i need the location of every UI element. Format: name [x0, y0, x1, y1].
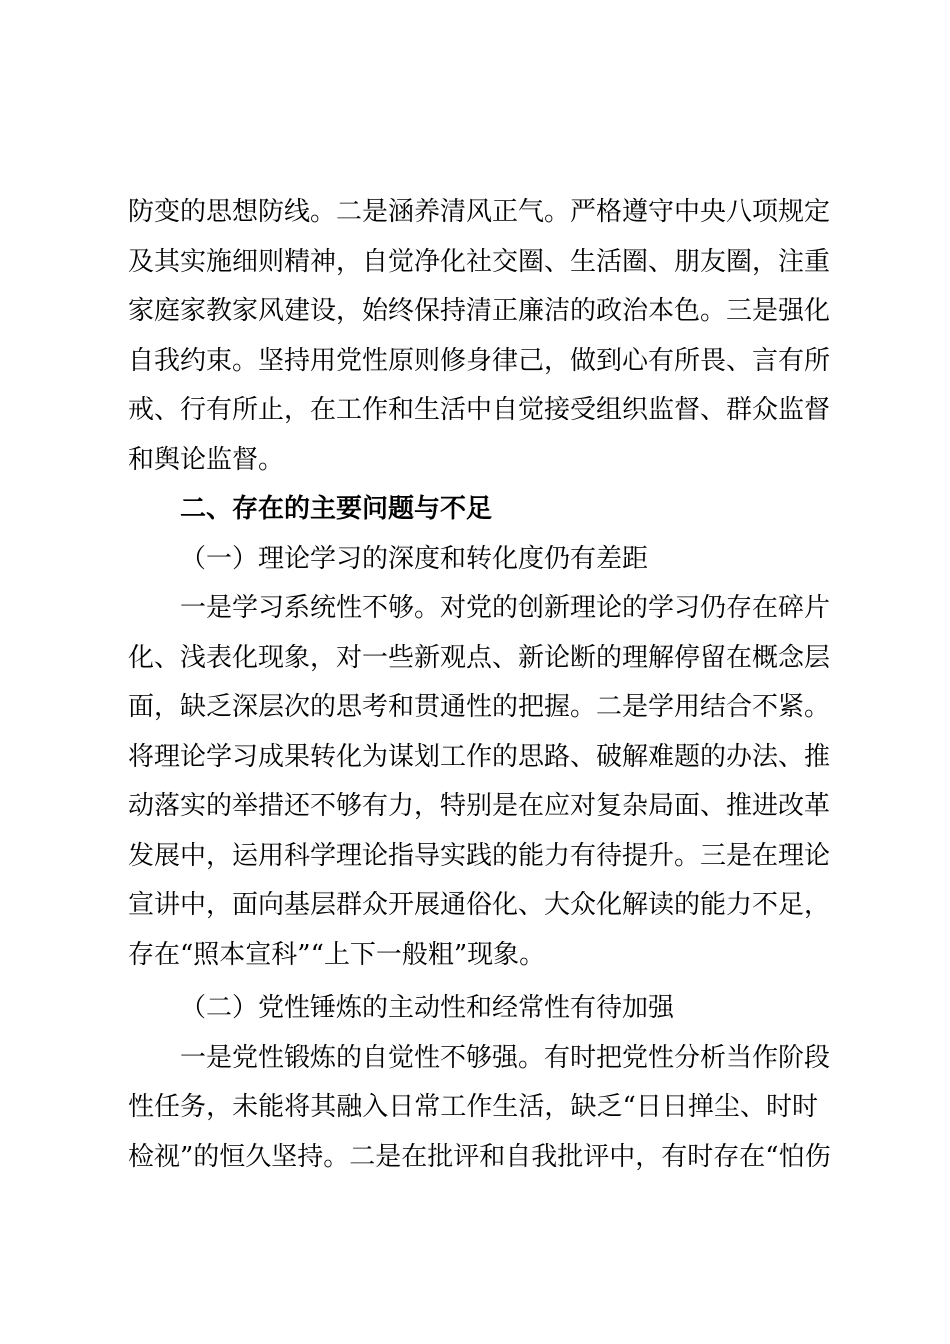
text-line: 戒、行有所止，在工作和生活中自觉接受组织监督、群众监督	[128, 395, 831, 425]
subsection-heading-party-spirit: （二）党性锤炼的主动性和经常性有待加强	[180, 993, 675, 1023]
text-line: 一是学习系统性不够。对党的创新理论的学习仍存在碎片	[180, 593, 831, 623]
text-line: 家庭家教家风建设，始终保持清正廉洁的政治本色。三是强化	[128, 296, 831, 326]
text-line: 检视”的恒久坚持。二是在批评和自我批评中，有时存在“怕伤	[128, 1141, 831, 1172]
text-line: 性任务，未能将其融入日常工作生活，缺乏“日日掸尘、时时	[128, 1092, 818, 1122]
text-line: 化、浅表化现象，对一些新观点、新论断的理解停留在概念层	[128, 642, 831, 673]
text-line: 防变的思想防线。二是涵养清风正气。严格遵守中央八项规定	[128, 197, 831, 227]
text-line: 及其实施细则精神，自觉净化社交圈、生活圈、朋友圈，注重	[128, 246, 831, 277]
text-line: 面，缺乏深层次的思考和贯通性的把握。二是学用结合不紧。	[128, 692, 831, 722]
text-line: 宣讲中，面向基层群众开展通俗化、大众化解读的能力不足，	[128, 890, 831, 920]
text-line: 和舆论监督。	[128, 444, 285, 475]
section-heading-problems: 二、存在的主要问题与不足	[180, 494, 493, 524]
text-line: 动落实的举措还不够有力，特别是在应对复杂局面、推进改革	[128, 791, 831, 821]
paragraph-party-spirit	[128, 1034, 831, 1183]
subsection-heading-theory: （一）理论学习的深度和转化度仍有差距	[180, 543, 649, 574]
paragraph-theory	[128, 584, 831, 980]
text-line: 一是党性锻炼的自觉性不够强。有时把党性分析当作阶段	[180, 1042, 831, 1073]
paragraph-integrity	[128, 188, 831, 485]
document-body	[128, 188, 831, 1182]
text-line: 存在“照本宣科”“上下一般粗”现象。	[128, 939, 546, 970]
text-line: 自我约束。坚持用党性原则修身律己，做到心有所畏、言有所	[128, 345, 831, 376]
text-line: 发展中，运用科学理论指导实践的能力有待提升。三是在理论	[128, 840, 831, 871]
text-line: 将理论学习成果转化为谋划工作的思路、破解难题的办法、推	[128, 741, 831, 772]
